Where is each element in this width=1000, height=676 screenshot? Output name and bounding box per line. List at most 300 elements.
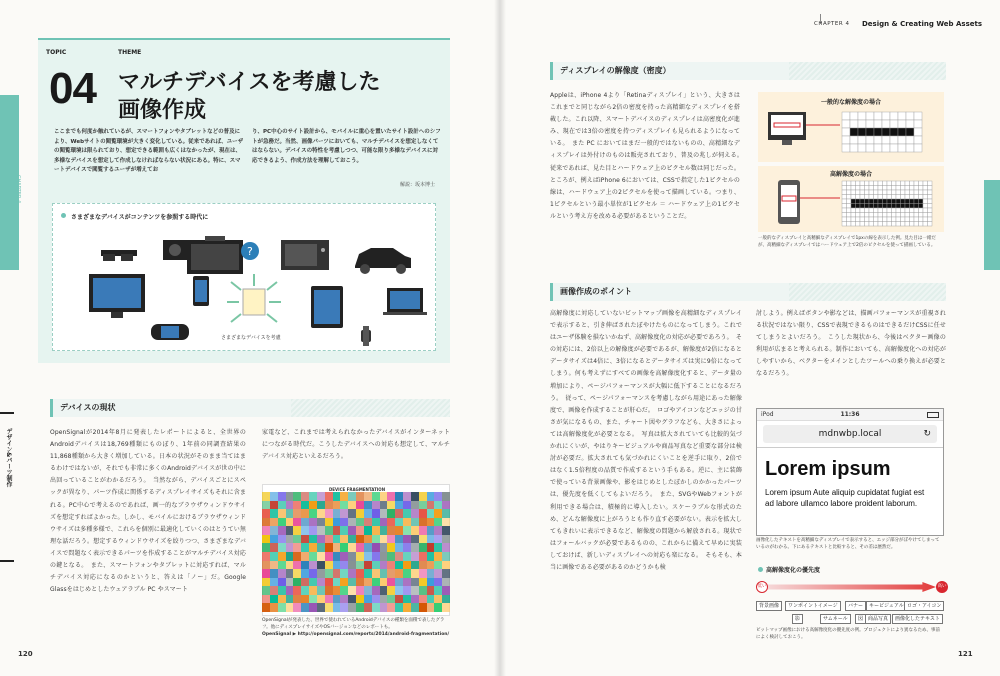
treemap-cell: [293, 543, 301, 552]
pixel-cell: [883, 217, 888, 222]
pixel-cell: [928, 204, 933, 209]
treemap-cell: [309, 586, 317, 595]
pixel-cell: [887, 213, 892, 218]
treemap-cell: [364, 603, 372, 612]
treemap-cell: [403, 509, 411, 518]
pixel-cell: [860, 217, 865, 222]
treemap-cell: [325, 586, 333, 595]
treemap-cell: [356, 543, 364, 552]
treemap-cell: [380, 543, 388, 552]
treemap-cell: [380, 603, 388, 612]
pixel-cell: [896, 195, 901, 200]
pixel-cell: [851, 190, 856, 195]
help-icon: [241, 242, 259, 260]
treemap-cell: [278, 501, 286, 510]
treemap-cell: [348, 543, 356, 552]
treemap-cell: [442, 535, 450, 544]
treemap-cell: [372, 595, 380, 604]
treemap-cell: [356, 509, 364, 518]
treemap-cell: [293, 586, 301, 595]
treemap-cell: [278, 595, 286, 604]
treemap-cell: [286, 518, 294, 527]
pixel-cell: [892, 204, 897, 209]
pixel-cell: [842, 204, 847, 209]
pixel-cell: [847, 208, 852, 213]
treemap-cell: [270, 526, 278, 535]
pixel-cell: [905, 199, 910, 204]
topic-number: 04: [49, 64, 96, 113]
treemap-cell: [419, 526, 427, 535]
treemap-cell: [270, 509, 278, 518]
treemap-cell: [309, 569, 317, 578]
pixel-cell: [914, 213, 919, 218]
treemap-cell: [270, 595, 278, 604]
devices-center-label: さまざまなデバイスを考慮: [221, 335, 281, 341]
treemap-cell: [340, 603, 348, 612]
treemap-cell: [427, 569, 435, 578]
pixel-cell: [896, 222, 901, 227]
pixel-cell: [919, 213, 924, 218]
pixel-cell: [910, 213, 915, 218]
treemap-cell: [434, 535, 442, 544]
pixel-cell: [874, 144, 882, 152]
pixel-cell: [910, 186, 915, 191]
treemap-cell: [403, 603, 411, 612]
pixel-cell: [878, 204, 883, 209]
priority-tag: ロゴ・アイコン: [904, 601, 944, 611]
treemap-cell: [387, 526, 395, 535]
treemap-cell: [419, 535, 427, 544]
svg-text:?: ?: [247, 245, 253, 258]
treemap-cell: [293, 603, 301, 612]
pixel-cell: [905, 186, 910, 191]
priority-caption: ビットマップ画像における高解像度化の優先度の例。プロジェクトにより異なるため、事前によく検討しておこう。: [756, 628, 940, 640]
treemap-cell: [301, 595, 309, 604]
treemap-cell: [301, 518, 309, 527]
priority-tag: 画像化したテキスト: [892, 614, 943, 624]
book-gutter: [494, 0, 506, 676]
treemap-chart: [262, 492, 450, 612]
treemap-cell: [380, 586, 388, 595]
treemap-cell: [427, 518, 435, 527]
treemap-cell: [372, 526, 380, 535]
treemap-cell: [309, 543, 317, 552]
treemap-cell: [403, 543, 411, 552]
pixel-cell: [898, 136, 906, 144]
treemap-cell: [380, 501, 388, 510]
treemap-cell: [372, 552, 380, 561]
pixel-cell: [874, 222, 879, 227]
treemap-cell: [317, 561, 325, 570]
treemap-cell: [419, 501, 427, 510]
treemap-cell: [278, 569, 286, 578]
pixel-cell: [865, 195, 870, 200]
treemap-cell: [380, 535, 388, 544]
treemap-cell: [411, 526, 419, 535]
pixel-cell: [878, 199, 883, 204]
pixel-cell: [856, 186, 861, 191]
treemap-cell: [395, 501, 403, 510]
pixel-cell: [874, 112, 882, 120]
treemap-cell: [411, 518, 419, 527]
treemap-cell: [356, 492, 364, 501]
pixel-cell: [874, 195, 879, 200]
priority-tag: バナー: [845, 601, 866, 611]
treemap-cell: [309, 509, 317, 518]
treemap-cell: [411, 509, 419, 518]
treemap-cell: [356, 586, 364, 595]
treemap-cell: [301, 526, 309, 535]
pixel-cell: [842, 120, 850, 128]
pixel-cell: [878, 213, 883, 218]
microwave-icon: [281, 240, 329, 270]
reload-icon[interactable]: ↻: [923, 429, 931, 439]
treemap-cell: [270, 552, 278, 561]
pixel-cell: [905, 217, 910, 222]
treemap-cell: [333, 603, 341, 612]
pixel-cell: [910, 190, 915, 195]
pixel-cell: [883, 208, 888, 213]
pixel-cell: [866, 120, 874, 128]
treemap-cell: [348, 561, 356, 570]
treemap-cell: [317, 595, 325, 604]
pixel-cell: [901, 208, 906, 213]
pixel-cell: [892, 208, 897, 213]
section-heading-resolution: ディスプレイの解像度（密度）: [550, 62, 946, 80]
pixel-cell: [865, 217, 870, 222]
pixel-cell: [878, 217, 883, 222]
pixel-cell: [898, 128, 906, 136]
treemap-cell: [301, 561, 309, 570]
phone-carrier: iPod: [761, 411, 774, 418]
pixel-cell: [850, 144, 858, 152]
pixel-cell: [923, 195, 928, 200]
treemap-cell: [364, 492, 372, 501]
treemap-cell: [380, 492, 388, 501]
treemap-cell: [380, 569, 388, 578]
treemap-cell: [387, 569, 395, 578]
pixel-cell: [923, 199, 928, 204]
treemap-cell: [356, 518, 364, 527]
treemap-cell: [419, 543, 427, 552]
pixel-cell: [928, 208, 933, 213]
treemap-cell: [356, 526, 364, 535]
pixel-cell: [847, 181, 852, 186]
pixel-cell: [874, 120, 882, 128]
pixel-cell: [869, 190, 874, 195]
treemap-cell: [372, 578, 380, 587]
devices-figure: [52, 203, 436, 351]
pixel-cell: [905, 190, 910, 195]
pixel-cell: [887, 208, 892, 213]
treemap-cell: [427, 526, 435, 535]
tablet-icon: [311, 286, 343, 328]
treemap-cell: [348, 595, 356, 604]
treemap-cell: [262, 578, 270, 587]
treemap-cell: [293, 535, 301, 544]
treemap-cell: [286, 543, 294, 552]
pixel-cell: [928, 190, 933, 195]
pixel-cell: [856, 190, 861, 195]
topic-label: TOPIC: [46, 49, 67, 56]
pixel-cell: [874, 217, 879, 222]
pixel-cell: [858, 112, 866, 120]
treemap-cell: [270, 603, 278, 612]
priority-tag: ワンポイントイメージ: [785, 601, 841, 611]
treemap-cell: [348, 492, 356, 501]
pixel-cell: [847, 190, 852, 195]
treemap-cell: [387, 492, 395, 501]
treemap-cell: [442, 595, 450, 604]
pixel-cell: [890, 136, 898, 144]
pixel-cell: [910, 222, 915, 227]
treemap-cell: [419, 578, 427, 587]
pixel-cell: [896, 186, 901, 191]
pixel-cell: [887, 217, 892, 222]
section-heading-device: デバイスの現状: [50, 399, 450, 417]
treemap-cell: [340, 543, 348, 552]
treemap-cell: [317, 501, 325, 510]
pixel-cell: [869, 213, 874, 218]
treemap-cell: [427, 595, 435, 604]
treemap-cell: [427, 501, 435, 510]
pixel-cell: [928, 222, 933, 227]
treemap-cell: [333, 518, 341, 527]
resolution-figure-caption: 一般的なディスプレイと高精細なディスプレイで1pxの線を表示した例。見た目は一緒だが、高精細なディスプレイではハードウェア上で2倍のピクセルを使って描画している。: [758, 236, 936, 248]
treemap-cell: [387, 561, 395, 570]
treemap-cell: [395, 526, 403, 535]
pixel-cell: [892, 217, 897, 222]
treemap-cell: [411, 569, 419, 578]
treemap-cell: [286, 569, 294, 578]
pixel-cell: [910, 208, 915, 213]
treemap-cell: [301, 603, 309, 612]
pixel-cell: [928, 213, 933, 218]
pixel-cell: [883, 213, 888, 218]
pixel-cell: [850, 136, 858, 144]
treemap-cell: [348, 586, 356, 595]
pixel-cell: [910, 217, 915, 222]
treemap-cell: [411, 586, 419, 595]
treemap-cell: [442, 586, 450, 595]
lorem-title: Lorem ipsum: [765, 458, 891, 480]
pixel-cell: [847, 222, 852, 227]
treemap-cell: [411, 603, 419, 612]
treemap-cell: [309, 492, 317, 501]
treemap-cell: [419, 595, 427, 604]
treemap-cell: [270, 569, 278, 578]
pixel-cell: [851, 208, 856, 213]
treemap-cell: [278, 586, 286, 595]
treemap-cell: [387, 543, 395, 552]
pixel-cell: [842, 217, 847, 222]
treemap-cell: [442, 492, 450, 501]
pixel-cell: [842, 181, 847, 186]
pixel-cell: [928, 186, 933, 191]
pixel-cell: [882, 128, 890, 136]
pixel-cell: [856, 217, 861, 222]
treemap-cell: [380, 595, 388, 604]
treemap-cell: [325, 561, 333, 570]
pixel-cell: [919, 199, 924, 204]
pixel-cell: [874, 204, 879, 209]
treemap-cell: [301, 569, 309, 578]
treemap-cell: [325, 595, 333, 604]
pixel-cell: [914, 181, 919, 186]
pixel-cell: [869, 204, 874, 209]
pixel-cell: [919, 195, 924, 200]
treemap-cell: [387, 578, 395, 587]
page-number-right: 121: [958, 650, 973, 658]
treemap-cell: [434, 561, 442, 570]
section-vertical-label: デザイン&パーツ制作: [5, 428, 12, 488]
treemap-cell: [278, 603, 286, 612]
treemap-cell: [317, 518, 325, 527]
treemap-cell: [380, 552, 388, 561]
pixel-cell: [878, 181, 883, 186]
pixel-cell: [910, 195, 915, 200]
pixel-cell: [914, 199, 919, 204]
pixel-cell: [851, 199, 856, 204]
pixel-cell: [914, 190, 919, 195]
pixel-cell: [914, 222, 919, 227]
treemap-cell: [325, 543, 333, 552]
treemap-cell: [317, 526, 325, 535]
treemap-cell: [348, 501, 356, 510]
glasses-icon: [101, 250, 137, 261]
pixel-cell: [906, 144, 914, 152]
treemap-cell: [286, 552, 294, 561]
treemap-cell: [325, 535, 333, 544]
car-icon: [355, 248, 411, 274]
treemap-cell: [333, 578, 341, 587]
pixel-cell: [851, 204, 856, 209]
pixel-cell: [874, 208, 879, 213]
treemap-cell: [442, 518, 450, 527]
treemap-cell: [340, 492, 348, 501]
priority-low-badge: 低い: [756, 581, 768, 593]
treemap-cell: [278, 526, 286, 535]
pixel-cell: [887, 190, 892, 195]
treemap-cell: [270, 518, 278, 527]
treemap-cell: [286, 586, 294, 595]
treemap-cell: [333, 526, 341, 535]
treemap-cell: [309, 526, 317, 535]
treemap-cell: [262, 595, 270, 604]
pixel-cell: [919, 181, 924, 186]
treemap-cell: [333, 492, 341, 501]
treemap-cell: [411, 501, 419, 510]
pixel-cell: [914, 195, 919, 200]
pixel-cell: [882, 112, 890, 120]
pixel-cell: [883, 195, 888, 200]
treemap-cell: [309, 595, 317, 604]
pixel-cell: [906, 112, 914, 120]
pixel-cell: [928, 199, 933, 204]
treemap-cell: [317, 603, 325, 612]
pixel-cell: [896, 199, 901, 204]
address-bar[interactable]: [763, 425, 937, 443]
treemap-cell: [340, 509, 348, 518]
normal-resolution-figure: [758, 92, 944, 162]
treemap-cell: [442, 552, 450, 561]
treemap-cell: [434, 586, 442, 595]
topic-title-line2: 画像作成: [118, 98, 207, 123]
treemap-cell: [340, 578, 348, 587]
treemap-cell: [403, 586, 411, 595]
normal-resolution-illustration: [758, 92, 944, 162]
pixel-cell: [858, 128, 866, 136]
phone-caption: 画像化したテキストを高精細なディスプレイで表示すると、エッジ部分がぼやけてしまっているのがわかる。下にあるテキストと比較すると、その差は歴然だ。: [756, 538, 940, 550]
pixel-cell: [860, 190, 865, 195]
pixel-cell: [896, 213, 901, 218]
treemap-cell: [325, 509, 333, 518]
pixel-cell: [892, 195, 897, 200]
pixel-cell: [923, 190, 928, 195]
pixel-cell: [874, 181, 879, 186]
treemap-cell: [380, 526, 388, 535]
pixel-cell: [928, 181, 933, 186]
chapter-vertical-label: CHAPTER 4: [15, 175, 21, 204]
pixel-cell: [914, 112, 922, 120]
treemap-cell: [333, 561, 341, 570]
treemap-cell: [270, 578, 278, 587]
treemap-caption: OpenSignalが発表した、世界で使われているAndroidデバイスの種類を面積で表したグラフ。他にディスプレイサイズやOSバージョンなどのレポートも。: [262, 618, 445, 630]
pixel-cell: [865, 199, 870, 204]
pixel-cell: [887, 186, 892, 191]
pixel-cell: [928, 217, 933, 222]
treemap-cell: [356, 595, 364, 604]
treemap-cell: [356, 603, 364, 612]
pixel-cell: [887, 222, 892, 227]
treemap-cell: [333, 509, 341, 518]
pixel-cell: [869, 217, 874, 222]
treemap-cell: [262, 518, 270, 527]
treemap-cell: [364, 552, 372, 561]
pixel-cell: [901, 217, 906, 222]
treemap-cell: [364, 509, 372, 518]
treemap-cell: [387, 552, 395, 561]
pixel-cell: [865, 208, 870, 213]
treemap-cell: [434, 509, 442, 518]
priority-tag: サムネール: [820, 614, 851, 624]
pixel-cell: [923, 204, 928, 209]
treemap-cell: [309, 561, 317, 570]
treemap-cell: [262, 561, 270, 570]
treemap-cell: [356, 552, 364, 561]
pixel-cell: [874, 136, 882, 144]
pixel-cell: [865, 186, 870, 191]
treemap-cell: [403, 535, 411, 544]
pixel-cell: [860, 208, 865, 213]
pixel-cell: [914, 186, 919, 191]
treemap-cell: [364, 595, 372, 604]
pixel-cell: [865, 222, 870, 227]
treemap-cell: [340, 526, 348, 535]
treemap-cell: [364, 578, 372, 587]
treemap-cell: [262, 603, 270, 612]
treemap-cell: [387, 535, 395, 544]
treemap-cell: [403, 526, 411, 535]
pixel-cell: [842, 195, 847, 200]
pixel-cell: [890, 112, 898, 120]
treemap-cell: [372, 535, 380, 544]
treemap-cell: [262, 569, 270, 578]
pixel-cell: [842, 136, 850, 144]
pixel-cell: [919, 217, 924, 222]
camera-icon: [163, 240, 187, 260]
treemap-cell: [286, 509, 294, 518]
